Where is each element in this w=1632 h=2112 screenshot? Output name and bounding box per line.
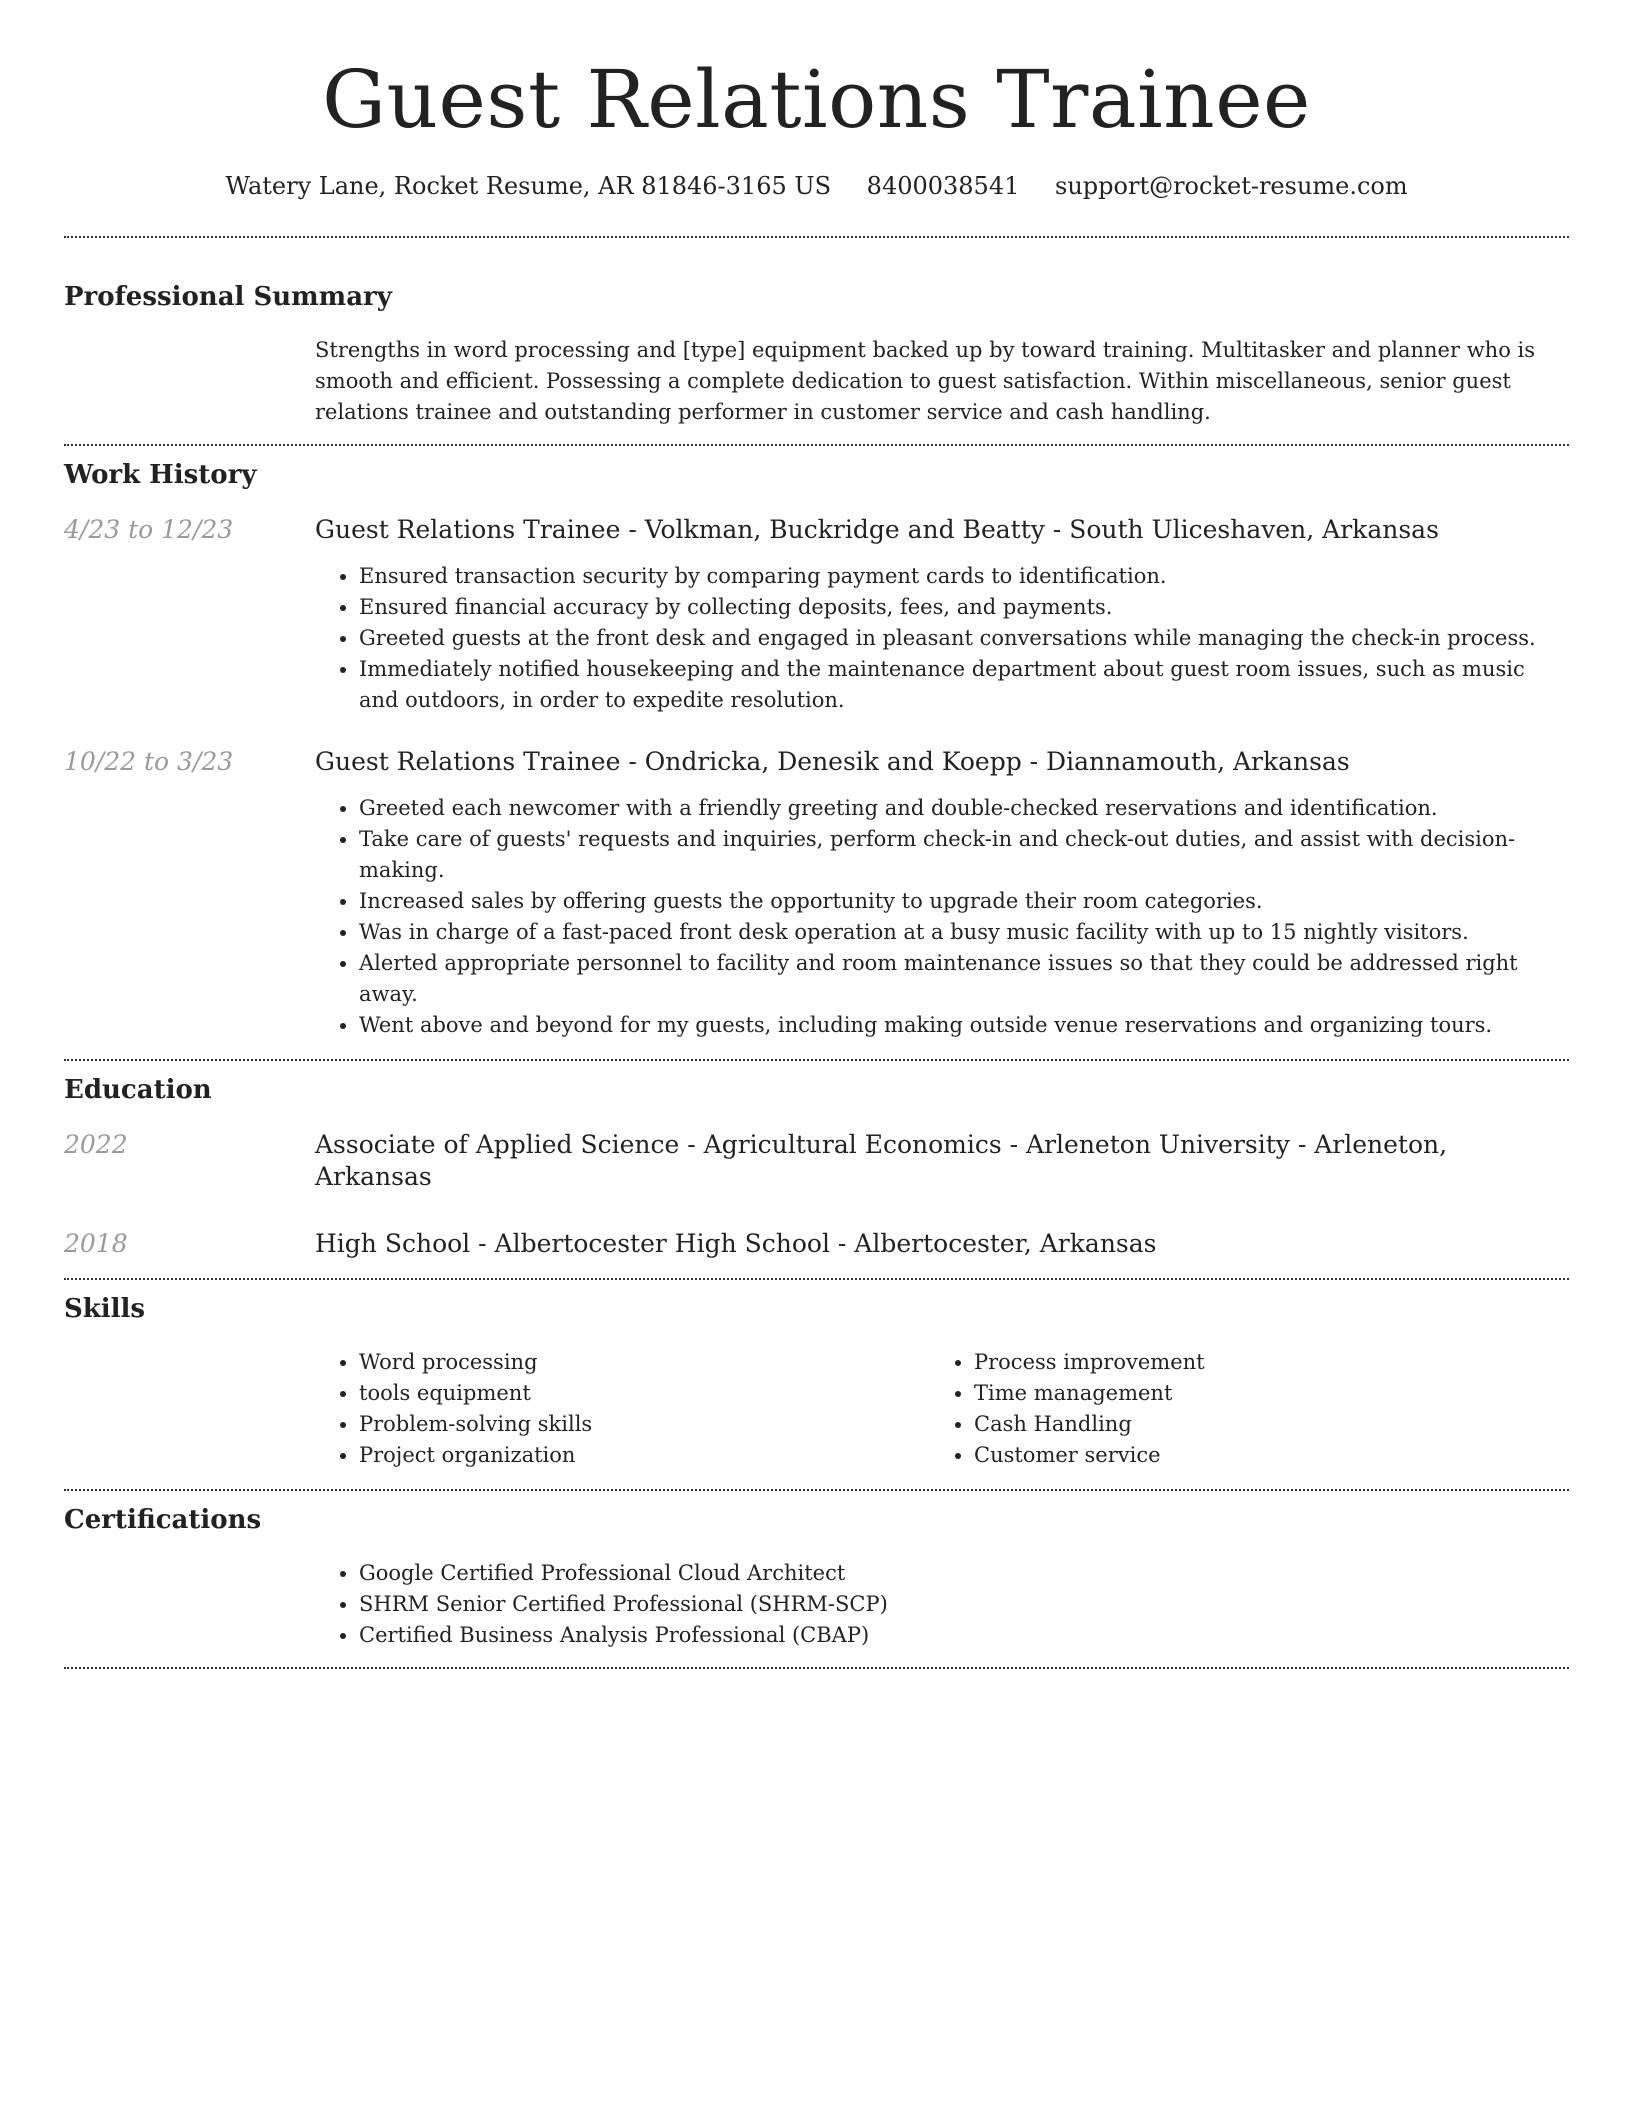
divider xyxy=(64,236,1569,238)
education-entry xyxy=(64,1228,1569,1260)
certifications-title: Certifications xyxy=(64,1505,262,1535)
contact-address: Watery Lane, Rocket Resume, AR 81846-3165 US xyxy=(225,172,832,200)
skill-item: • Word processing xyxy=(359,1347,930,1378)
job-bullet: • Immediately notified housekeeping and the maintenance department about guest room issues, such as music and outdoors, in order to expedite resolution. xyxy=(359,654,1569,716)
skill-item: • Project organization xyxy=(359,1440,930,1471)
work-history-section xyxy=(64,458,1569,1041)
certification-list xyxy=(315,1558,1569,1651)
skills-section xyxy=(64,1292,1569,1471)
divider xyxy=(64,444,1569,446)
skill-item: • tools equipment xyxy=(359,1378,930,1409)
job-bullet: • Alerted appropriate personnel to facility and room maintenance issues so that they could be addressed right away. xyxy=(359,948,1569,1010)
contact-email: support@rocket-resume.com xyxy=(1055,172,1408,200)
candidate-name: Guest Relations Trainee xyxy=(322,53,1311,146)
divider xyxy=(64,1059,1569,1061)
certification-item: • Google Certified Professional Cloud Architect xyxy=(359,1558,1569,1589)
education-year: 2018 xyxy=(64,1229,128,1258)
skills-column xyxy=(315,1347,930,1471)
job-dates: 10/22 to 3/23 xyxy=(64,747,234,776)
education-entry xyxy=(64,1129,1569,1193)
job-bullets xyxy=(315,561,1569,716)
job-bullet: • Went above and beyond for my guests, including making outside venue reservations and organizing tours. xyxy=(359,1010,1569,1041)
job-bullet: • Ensured financial accuracy by collecting deposits, fees, and payments. xyxy=(359,592,1569,623)
skill-item: • Cash Handling xyxy=(974,1409,1205,1440)
summary-section xyxy=(64,280,1569,428)
work-history-title: Work History xyxy=(64,460,257,490)
summary-text: Strengths in word processing and [type] equipment backed up by toward training. Multitasker and planner who is smooth and efficient. Possessing a complete dedication to guest satisfaction. Within miscellaneous, senior guest relations trainee and outstanding performer in customer service and cash handling. xyxy=(315,338,1535,424)
job-bullet: • Greeted guests at the front desk and engaged in pleasant conversations while managing the check-in process. xyxy=(359,623,1569,654)
education-title: Education xyxy=(64,1075,212,1105)
job-bullet: • Take care of guests' requests and inquiries, perform check-in and check-out duties, and assist with decision-making. xyxy=(359,824,1569,886)
education-text: Associate of Applied Science - Agricultural Economics - Arleneton University - Arleneton, Arkansas xyxy=(315,1130,1448,1191)
education-section xyxy=(64,1073,1569,1260)
job-bullet: • Was in charge of a fast-paced front desk operation at a busy music facility with up to 15 nightly visitors. xyxy=(359,917,1569,948)
job-bullet: • Ensured transaction security by comparing payment cards to identification. xyxy=(359,561,1569,592)
education-year: 2022 xyxy=(64,1130,128,1159)
skill-item: • Customer service xyxy=(974,1440,1205,1471)
skills-title: Skills xyxy=(64,1294,146,1324)
contact-line xyxy=(64,170,1569,202)
resume-page xyxy=(64,0,1569,1669)
divider xyxy=(64,1667,1569,1669)
certifications-section xyxy=(64,1503,1569,1651)
summary-title: Professional Summary xyxy=(64,282,392,312)
job-heading: Guest Relations Trainee - Ondricka, Denesik and Koepp - Diannamouth, Arkansas xyxy=(315,747,1350,776)
skill-item: • Process improvement xyxy=(974,1347,1205,1378)
certification-item: • SHRM Senior Certified Professional (SHRM-SCP) xyxy=(359,1589,1569,1620)
job-bullet: • Increased sales by offering guests the opportunity to upgrade their room categories. xyxy=(359,886,1569,917)
education-text: High School - Albertocester High School - Albertocester, Arkansas xyxy=(315,1229,1157,1258)
skills-column xyxy=(930,1347,1205,1471)
job-bullet: • Greeted each newcomer with a friendly greeting and double-checked reservations and identification. xyxy=(359,793,1569,824)
job-heading: Guest Relations Trainee - Volkman, Buckridge and Beatty - South Uliceshaven, Arkansas xyxy=(315,515,1439,544)
job-dates: 4/23 to 12/23 xyxy=(64,515,234,544)
skill-item: • Problem-solving skills xyxy=(359,1409,930,1440)
certification-item: • Certified Business Analysis Professional (CBAP) xyxy=(359,1620,1569,1651)
divider xyxy=(64,1278,1569,1280)
contact-phone: 8400038541 xyxy=(866,172,1020,200)
divider xyxy=(64,1489,1569,1491)
skill-item: • Time management xyxy=(974,1378,1205,1409)
job-entry xyxy=(64,746,1569,1041)
job-bullets xyxy=(315,793,1569,1041)
job-entry xyxy=(64,514,1569,716)
